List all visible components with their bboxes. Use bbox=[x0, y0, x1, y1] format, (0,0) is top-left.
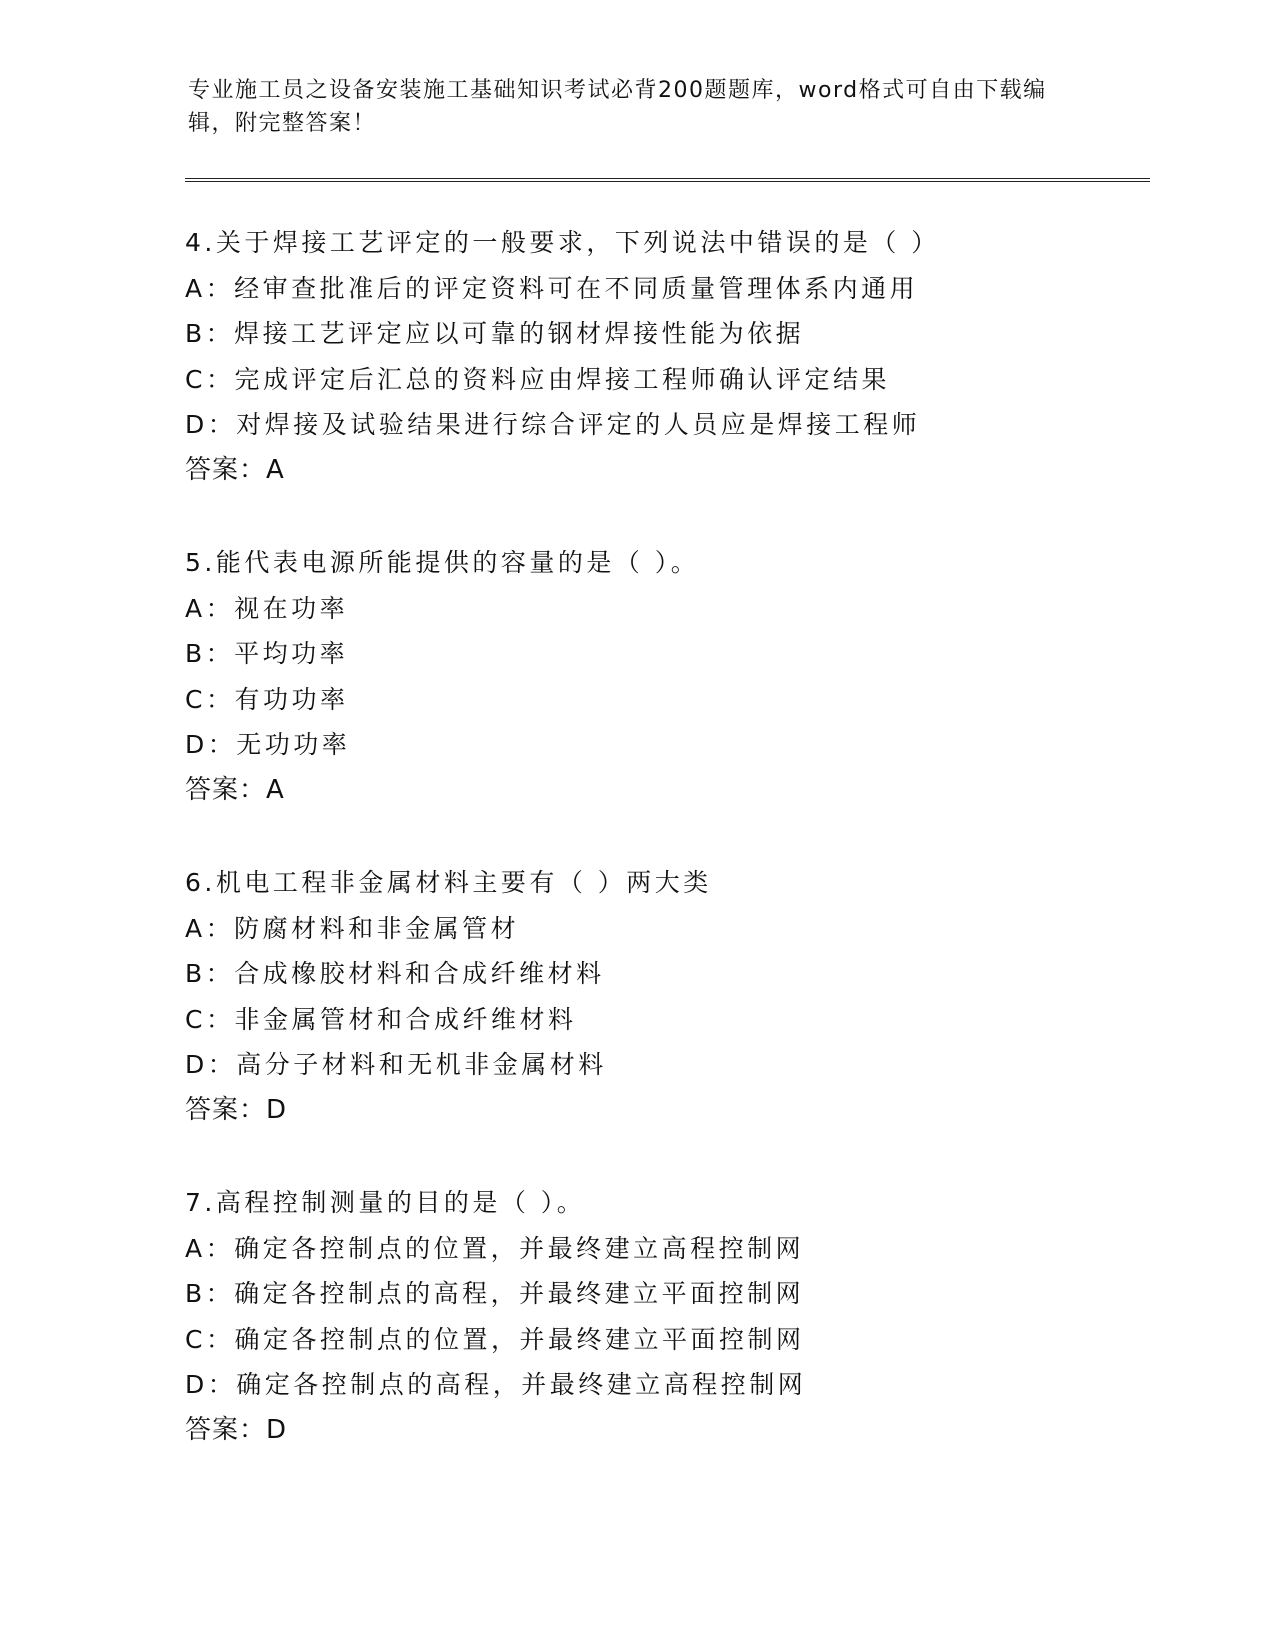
header-divider bbox=[185, 178, 1150, 182]
question-stem: 6.机电工程非金属材料主要有（ ）两大类 bbox=[185, 868, 712, 897]
option-a: A：经审查批准后的评定资料可在不同质量管理体系内通用 bbox=[185, 273, 919, 303]
question-block bbox=[185, 860, 1165, 1133]
option-c: C：有功功率 bbox=[185, 684, 349, 714]
option-a: A：确定各控制点的位置，并最终建立高程控制网 bbox=[185, 1233, 805, 1263]
option-b: B：合成橡胶材料和合成纤维材料 bbox=[185, 959, 605, 988]
option-a: A：防腐材料和非金属管材 bbox=[185, 913, 520, 943]
question-block bbox=[185, 220, 1165, 493]
option-c: C：完成评定后汇总的资料应由焊接工程师确认评定结果 bbox=[185, 364, 890, 394]
option-c: C：非金属管材和合成纤维材料 bbox=[185, 1004, 577, 1034]
option-d: D：确定各控制点的高程，并最终建立高程控制网 bbox=[185, 1370, 807, 1399]
answer-line: 答案：D bbox=[185, 1094, 288, 1125]
question-stem: 7.高程控制测量的目的是（ ）。 bbox=[185, 1188, 586, 1217]
option-a: A：视在功率 bbox=[185, 593, 349, 623]
question-block bbox=[185, 540, 1165, 813]
answer-line: 答案：D bbox=[185, 1414, 288, 1445]
option-d: D：无功功率 bbox=[185, 730, 351, 759]
question-stem: 4.关于焊接工艺评定的一般要求，下列说法中错误的是（ ） bbox=[185, 228, 940, 257]
question-stem: 5.能代表电源所能提供的容量的是（ ）。 bbox=[185, 548, 700, 577]
option-d: D：高分子材料和无机非金属材料 bbox=[185, 1050, 607, 1079]
option-b: B：确定各控制点的高程，并最终建立平面控制网 bbox=[185, 1279, 805, 1308]
option-b: B：平均功率 bbox=[185, 639, 349, 668]
option-c: C：确定各控制点的位置，并最终建立平面控制网 bbox=[185, 1324, 805, 1354]
question-block bbox=[185, 1180, 1165, 1453]
answer-line: 答案：A bbox=[185, 774, 285, 805]
option-b: B：焊接工艺评定应以可靠的钢材焊接性能为依据 bbox=[185, 319, 805, 348]
document-header: 专业施工员之设备安装施工基础知识考试必背200题题库，word格式可自由下载编辑，附完整答案！ bbox=[188, 78, 1047, 136]
answer-line: 答案：A bbox=[185, 454, 285, 485]
option-d: D：对焊接及试验结果进行综合评定的人员应是焊接工程师 bbox=[185, 410, 921, 439]
